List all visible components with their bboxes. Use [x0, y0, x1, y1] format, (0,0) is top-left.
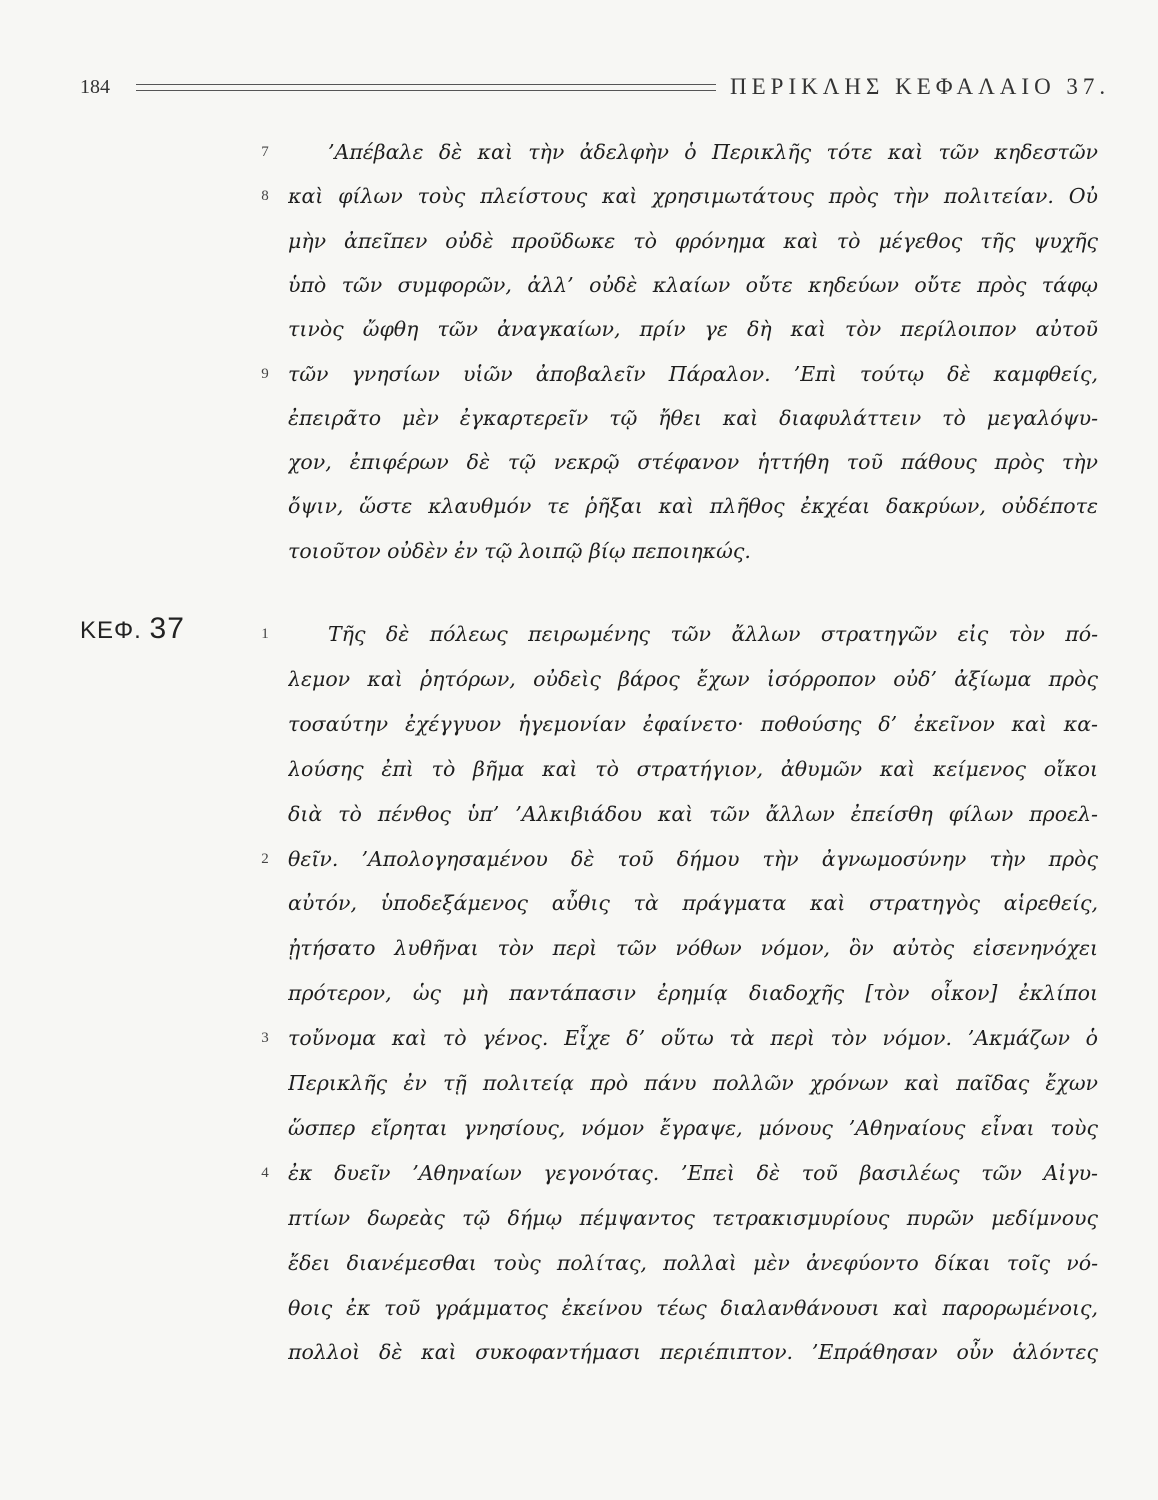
text-line: ’Απέβαλε δὲ καὶ τὴν ἀδελφὴν ὁ Περικλῆς τότε καὶ τῶν κηδεστῶν: [328, 140, 1098, 164]
margin-number: [250, 398, 280, 438]
text-line: θοις ἐκ τοῦ γράμματος ἐκείνου τέως διαλανθάνουσι καὶ παρορωμένοις,: [288, 1295, 1098, 1320]
chapter-label: ΚΕΦ.: [80, 617, 142, 644]
text-line: πτίων δωρεὰς τῷ δήμῳ πέμψαντος τετρακισμυρίους πυρῶν μεδίμνους: [288, 1205, 1098, 1230]
margin-number: [250, 973, 280, 1013]
text-line: πρότερον, ὡς μὴ παντάπασιν ἐρημίᾳ διαδοχῆς [τὸν οἶκον] ἐκλίποι: [288, 981, 1098, 1006]
text-line: τοιοῦτον οὐδὲν ἐν τῷ λοιπῷ βίῳ πεποιηκώς.: [288, 538, 751, 563]
text-line: τοὔνομα καὶ τὸ γένος. Εἶχε δ’ οὕτω τὰ περὶ τὸν νόμον. ’Ακμάζων ὁ: [288, 1026, 1098, 1051]
margin-number: 3: [261, 1030, 269, 1047]
text-line: θεῖν. ’Απολογησαμένου δὲ τοῦ δήμου τὴν ἀγνωμοσύνην τὴν πρὸς: [288, 846, 1098, 871]
text-line: μὴν ἀπεῖπεν οὐδὲ προῦδωκε τὸ φρόνημα καὶ τὸ μέγεθος τῆς ψυχῆς: [288, 228, 1098, 253]
margin-number: 8: [261, 188, 269, 205]
chapter-heading: [80, 612, 185, 646]
margin-number: [250, 928, 280, 968]
text-line: Τῆς δὲ πόλεως πειρωμένης τῶν ἄλλων στρατηγῶν εἰς τὸν πό-: [328, 622, 1098, 646]
header-rule: [136, 84, 716, 91]
margin-number: [250, 221, 280, 261]
margin-number: 2: [261, 850, 269, 867]
running-title: ΠΕΡΙΚΛΗΣ ΚΕΦΑΛΑΙΟ 37.: [730, 74, 1111, 99]
margin-number: [250, 531, 280, 571]
text-line: ὑπὸ τῶν συμφορῶν, ἀλλ’ οὐδὲ κλαίων οὔτε κηδεύων οὔτε πρὸς τάφῳ: [288, 272, 1098, 297]
margin-number: [250, 265, 280, 305]
margin-number: [250, 1332, 280, 1372]
margin-number: 9: [261, 365, 269, 382]
text-line: ὄψιν, ὥστε κλαυθμόν τε ῥῆξαι καὶ πλῆθος ἐκχέαι δακρύων, οὐδέποτε: [288, 494, 1098, 519]
margin-number: [250, 704, 280, 744]
page-number: 184: [80, 76, 110, 98]
text-line: ᾐτήσατο λυθῆναι τὸν περὶ τῶν νόθων νόμον, ὃν αὐτὸς εἰσενηνόχει: [288, 936, 1098, 961]
margin-number: [250, 1198, 280, 1238]
text-line: ἐκ δυεῖν ’Αθηναίων γεγονότας. ’Επεὶ δὲ τοῦ βασιλέως τῶν Αἰγυ-: [288, 1160, 1098, 1185]
text-line: αὐτόν, ὑποδεξάμενος αὖθις τὰ πράγματα καὶ στρατηγὸς αἱρεθείς,: [288, 891, 1098, 916]
margin-number: [250, 794, 280, 834]
text-line: καὶ φίλων τοὺς πλείστους καὶ χρησιμωτάτους πρὸς τὴν πολιτείαν. Οὐ: [288, 184, 1098, 209]
text-line: ὥσπερ εἴρηται γνησίους, νόμον ἔγραψε, μόνους ’Αθηναίους εἶναι τοὺς: [288, 1115, 1098, 1140]
margin-number: [250, 1288, 280, 1328]
chapter-number: 37: [149, 612, 185, 645]
margin-number: [250, 1243, 280, 1283]
text-line: ἐπειρᾶτο μὲν ἐγκαρτερεῖν τῷ ἤθει καὶ διαφυλάττειν τὸ μεγαλόψυ-: [288, 405, 1098, 430]
margin-number: 7: [261, 144, 269, 160]
text-line: πολλοὶ δὲ καὶ συκοφαντήμασι περιέπιπτον. ’Επράθησαν οὖν ἁλόντες: [288, 1340, 1098, 1365]
text-line: τοσαύτην ἐχέγγυον ἡγεμονίαν ἐφαίνετο· ποθούσης δ’ ἐκεῖνον καὶ κα-: [288, 711, 1098, 736]
text-line: τινὸς ὤφθη τῶν ἀναγκαίων, πρίν γε δὴ καὶ τὸν περίλοιπον αὐτοῦ: [288, 317, 1098, 342]
margin-number: [250, 442, 280, 482]
text-line: διὰ τὸ πένθος ὑπ’ ’Αλκιβιάδου καὶ τῶν ἄλλων ἐπείσθη φίλων προελ-: [288, 801, 1098, 826]
page-header: [80, 72, 1111, 112]
text-line: λεμον καὶ ῥητόρων, οὐδεὶς βάρος ἔχων ἰσόρροπον οὐδ’ ἀξίωμα πρὸς: [288, 666, 1098, 691]
text-line: τῶν γνησίων υἱῶν ἀποβαλεῖν Πάραλον. ’Επὶ τούτῳ δὲ καμφθείς,: [288, 361, 1098, 386]
text-line: χον, ἐπιφέρων δὲ τῷ νεκρῷ στέφανον ἡττήθη τοῦ πάθους πρὸς τὴν: [288, 450, 1098, 475]
margin-number: 4: [261, 1164, 269, 1181]
margin-number: 1: [261, 626, 269, 642]
margin-number: [250, 486, 280, 526]
margin-number: [250, 883, 280, 923]
margin-number: [250, 659, 280, 699]
margin-number: [250, 1063, 280, 1103]
margin-number: [250, 749, 280, 789]
margin-number: [250, 309, 280, 349]
text-line: Περικλῆς ἐν τῇ πολιτείᾳ πρὸ πάνυ πολλῶν χρόνων καὶ παῖδας ἔχων: [288, 1071, 1098, 1095]
text-line: λούσης ἐπὶ τὸ βῆμα καὶ τὸ στρατήγιον, ἀθυμῶν καὶ κείμενος οἴκοι: [288, 756, 1098, 781]
text-line: ἔδει διανέμεσθαι τοὺς πολίτας, πολλαὶ μὲν ἀνεφύοντο δίκαι τοῖς νό-: [288, 1250, 1098, 1275]
margin-number: [250, 1108, 280, 1148]
